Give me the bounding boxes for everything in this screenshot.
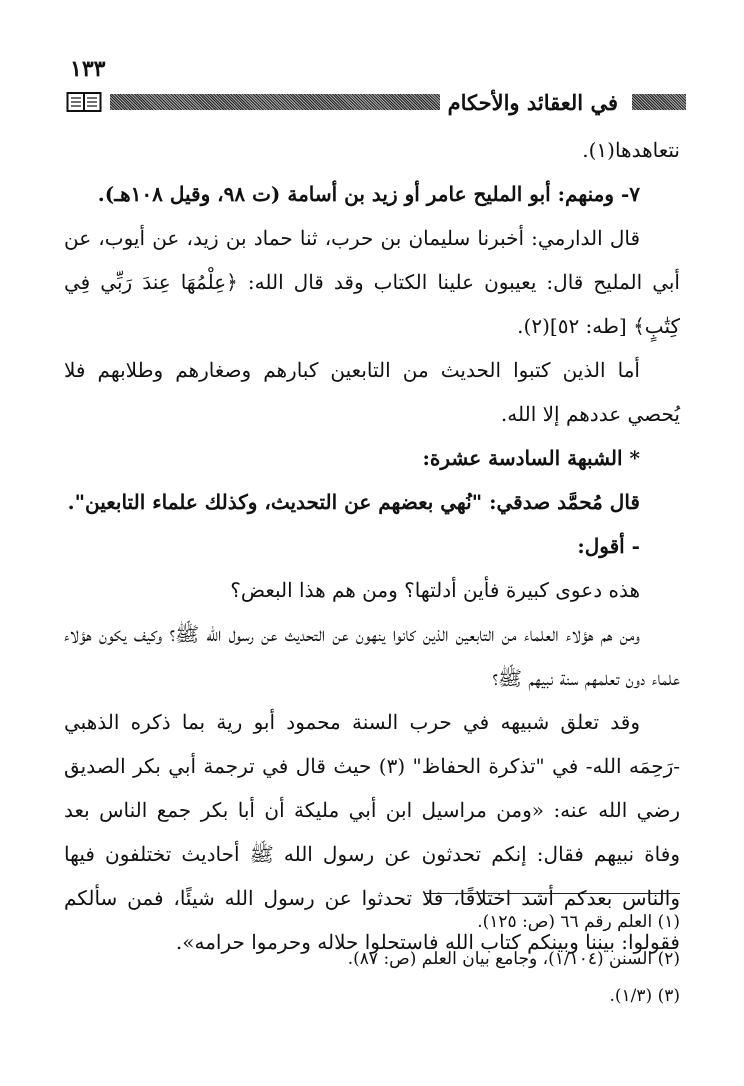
- footnote-2: (٢) السنن (١/١٠٤)، وجامع بيان العلم (ص: ٨٧).: [347, 949, 680, 969]
- paragraph-dhahabi-quote: وقد تعلق شبيهه في حرب السنة محمود أبو رية بما ذكره الذهبي -رَحِمَه الله- في "تذكرة الحفاظ" (٣) حيث قال في ترجمة أبي بكر الصديق رضي الله عنه: «ومن مراسيل ابن أبي مليكة أن أبا بكر جمع الناس بعد وفاة نبيهم فقال: إنكم تحدثون عن رسول الله ﷺ أحاديث تختلفون فيها والناس بعدكم أشد اختلافًا، فلا تحدثوا عن رسول الله شيئًا، فمن سألكم فقولوا: بيننا وبينكم كتاب الله فاستحلوا حلاله وحرموا حرامه».: [64, 710, 681, 954]
- paragraph-narrator-heading: ٧- ومنهم: أبو المليح عامر أو زيد بن أسامة (ت ٩٨، وقيل ١٠٨هـ).: [97, 182, 640, 206]
- paragraph-continuation: نتعاهدها(١).: [582, 138, 680, 162]
- paragraph-tabieen-writers: أما الذين كتبوا الحديث من التابعين كبارهم وصغارهم وطلابهم فلا يُحصي عددهم إلا الله.: [64, 358, 680, 426]
- footnotes: [64, 904, 680, 1015]
- footnote-divider: [424, 893, 680, 894]
- section-heading: * الشبهة السادسة عشرة:: [422, 446, 640, 470]
- page-number: ١٣٣: [70, 56, 106, 82]
- footnote-3: (٣) (١/٣).: [609, 986, 680, 1006]
- paragraph-question: هذه دعوى كبيرة فأين أدلتها؟ ومن هم هذا البعض؟: [230, 578, 640, 602]
- running-header: [66, 84, 686, 120]
- reply-heading: - أقول:: [577, 534, 640, 558]
- header-ornament-right: [632, 94, 686, 110]
- paragraph-scholars-question: ومن هم هؤلاء العلماء من التابعين الذين كانوا ينهون عن التحديث عن رسول الله ﷺ؟ وكيف يكون هؤلاء علماء دون تعلمهم سنة نبيهم ﷺ؟: [64, 622, 680, 690]
- running-title: في العقائد والأحكام: [447, 89, 618, 115]
- book-icon: [66, 90, 102, 114]
- header-ornament-left: [110, 94, 440, 110]
- paragraph-darimi-report: قال الدارمي: أخبرنا سليمان بن حرب، ثنا حماد بن زيد، عن أيوب، عن أبي المليح قال: يعيبون علينا الكتاب وقد قال الله: ﴿عِلْمُهَا عِندَ رَبِّي فِي كِتَٰبٍ﴾ [طه: ٥٢](٢).: [64, 226, 680, 338]
- footnote-1: (١) العلم رقم ٦٦ (ص: ١٢٥).: [477, 912, 680, 932]
- body-text: [64, 128, 680, 964]
- quoted-claim: قال مُحمَّد صدقي: "نُهي بعضهم عن التحديث، وكذلك علماء التابعين".: [67, 490, 640, 514]
